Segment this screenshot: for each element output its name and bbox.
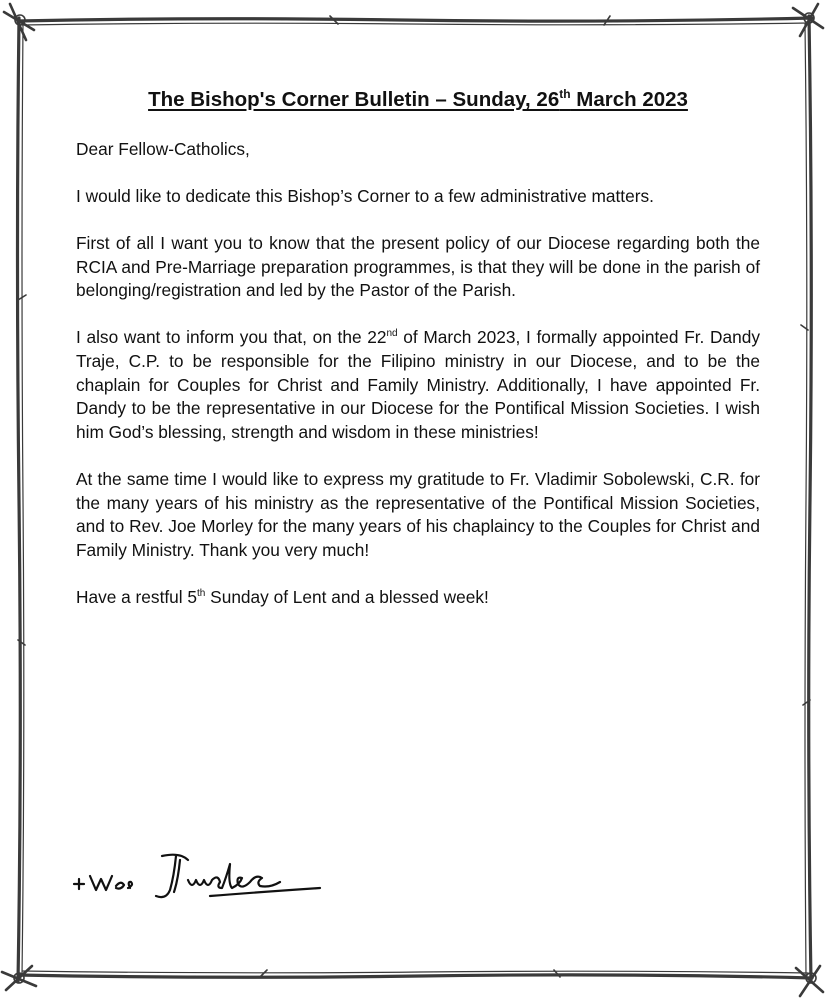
- handwritten-signature: [70, 846, 330, 906]
- title-ordinal-suffix: th: [559, 87, 571, 102]
- appointment-text-end: of March 2023, I formally appointed Fr. Dandy Traje, C.P. to be responsible for the Filipino ministry in our Diocese, and to be the chaplain for Couples for Christ and Family Ministry. Additionally, I have appointed Fr. Dandy to be the representative in our Diocese for the Pontifical Mission Societies. I wish him God’s blessing, strength and wisdom in these ministries!: [76, 327, 760, 442]
- paragraph-gratitude: At the same time I would like to express my gratitude to Fr. Vladimir Sobolewski, C.R. for the many years of his ministry as the representative of the Pontifical Mission Societies, and to Rev. Joe Morley for the many years of his chaplaincy to the Couples for Christ and Family Ministry. Thank you very much!: [76, 468, 760, 560]
- title-tail: March 2023: [570, 88, 688, 111]
- closing-text-end: Sunday of Lent and a blessed week!: [205, 586, 489, 607]
- bulletin-title: [76, 88, 760, 112]
- paragraph-appointment: [76, 326, 760, 444]
- appointment-text-start: I also want to inform you that, on the 22: [76, 327, 387, 348]
- paragraph-policy: First of all I want you to know that the present policy of our Diocese regarding both the RCIA and Pre-Marriage preparation programmes, is that they will be done in the parish of belonging/registration and led by the Pastor of the Parish.: [76, 232, 760, 301]
- paragraph-administrative: I would like to dedicate this Bishop’s Corner to a few administrative matters.: [76, 185, 654, 206]
- closing-line: [76, 586, 760, 610]
- closing-text-start: Have a restful 5: [76, 586, 198, 607]
- appointment-ordinal-suffix: nd: [386, 328, 398, 340]
- title-text: The Bishop's Corner Bulletin – Sunday, 26: [148, 88, 560, 111]
- closing-ordinal-suffix: th: [197, 588, 206, 600]
- salutation: Dear Fellow-Catholics,: [76, 138, 250, 159]
- letter-body: [76, 88, 760, 633]
